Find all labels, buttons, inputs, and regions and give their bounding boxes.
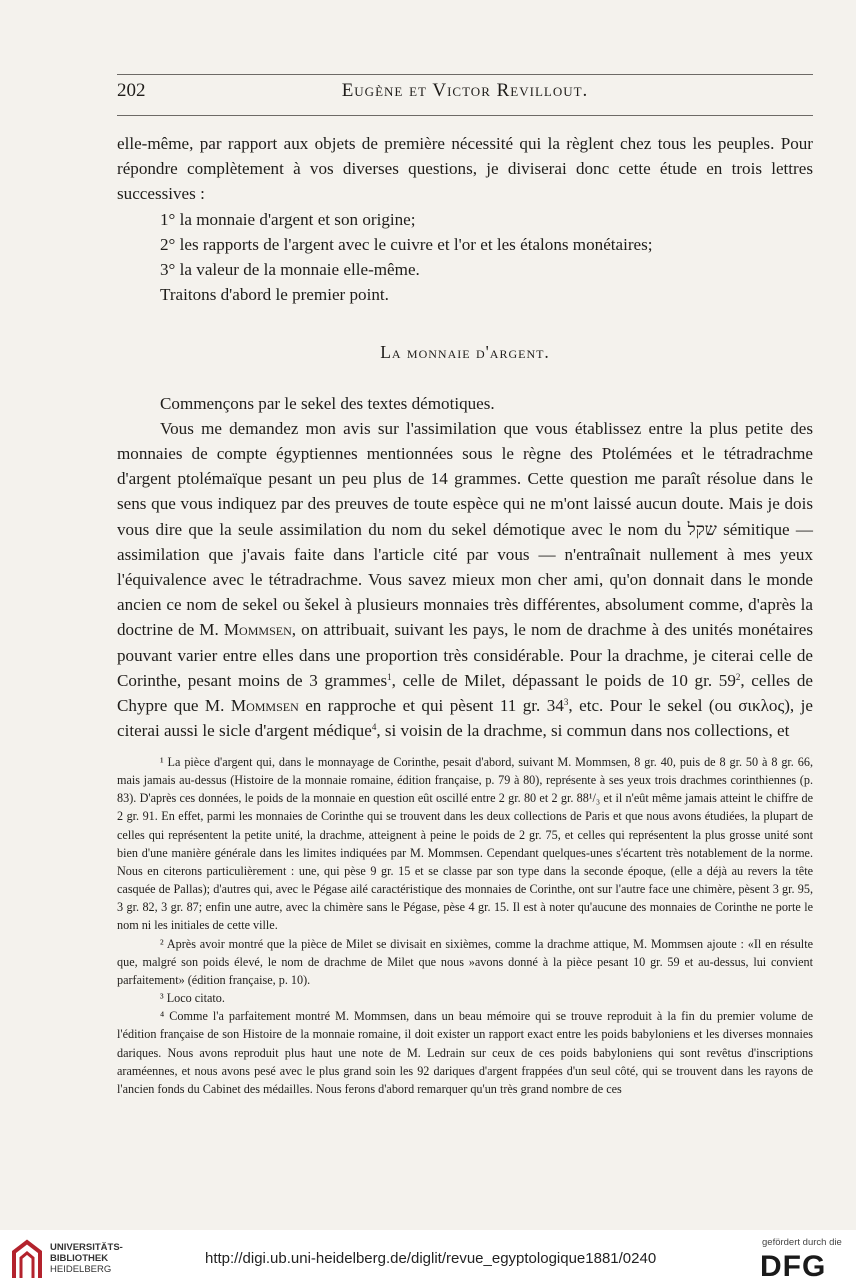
paragraph: Traitons d'abord le premier point.: [160, 285, 389, 305]
hebrew-word: שקל: [687, 519, 717, 539]
viewer-footer: [0, 1230, 856, 1288]
header-top-rule: [117, 74, 813, 75]
footnote-ref: 1: [387, 671, 392, 682]
page-header: [117, 80, 813, 106]
main-text: [117, 131, 813, 743]
page-number: 202: [117, 80, 146, 101]
footnote: ¹ La pièce d'argent qui, dans le monnayage de Corinthe, pesait d'abord, suivant M. Mommsen, 8 gr. 40, puis de 8 gr. 50 à 8 gr. 66, mais jamais au-dessus (Histoire de la monnaie romaine, édition française, p. 79 à 80), représente à ses yeux trois drachmes corinthiennes (p. 83). D'après ces données, le poids de la monnaie en question eût oscillé entre 2 gr. 80 et 2 gr. 88¹/₃ et il n'eût même jamais atteint le chiffre de 2 gr. 91. En effet, parmi les monnaies de Corinthe qui se trouvent dans les deux collections de Paris et que nous avons étudiées, la plupart de celles qui représentent la petite unité, la drachme, atteignent à peine le poids de 2 gr. 75, et celles qui représentent la plus grosse unité sont bien d'une manière générale dans les limites indiquées par M. Mommsen. Cependant quelques-unes s'écartent très notablement de la norme. Nous en citerons particulièrement : une, qui pèse 9 gr. 15 et se classe par son type dans la seconde époque, (elle a déjà au revers la tête casquée de Pallas); d'autres qui, avec le Pégase ailé caractéristique des monnaies de Corinthe, ont sur l'autre face une chimère, pèsent 3 gr. 95, 3 gr. 82, 3 gr. 87; enfin une autre, avec la chimère sans le Pégase, pèse 4 gr. 15. Il est à noter qu'aucune des monnaies de Corinthe ne porte le nom ni les initiales de cette ville.: [117, 755, 813, 933]
footnotes: [117, 753, 813, 1098]
footnote: ⁴ Comme l'a parfaitement montré M. Mommsen, dans un beau mémoire qui se trouve reproduit à la fin du premier volume de l'édition française de son Histoire de la monnaie romaine, il doit exister un rapport exact entre les poids babyloniens et les diverses monnaies dariques. Nous avons reproduit plus haut une note de M. Ledrain sur ceux de ces poids babyloniens qui sont revêtus d'inscriptions araméennes, et nous avons pesé avec le plus grand soin les 92 dariques d'argent frappées d'un seul côté, qui se trouvent dans les rayons de l'ancien fonds du Cabinet des médailles. Nous ferons d'abord remarquer qu'un très grand nombre de ces: [117, 1009, 813, 1096]
author-name: Mommsen: [223, 620, 292, 640]
footnote: ³ Loco citato.: [160, 991, 225, 1006]
list-item: 3° la valeur de la monnaie elle-même.: [160, 260, 420, 280]
footnote: ² Après avoir montré que la pièce de Milet se divisait en sixièmes, comme la drachme attique, M. Mommsen ajoute : «Il en résulte que, malgré son poids élevé, le nom de drachme de Milet que nous »avons donné à la pièce pesant 10 gr. 59 et au-dessus, lui convient parfaitement» (édition française, p. 10).: [117, 936, 813, 987]
header-bottom-rule: [117, 115, 813, 116]
list-item: 1° la monnaie d'argent et son origine;: [160, 209, 416, 229]
running-title: Eugène et Victor Revillout.: [341, 80, 589, 101]
paragraph: Commençons par le sekel des textes démotiques.: [160, 393, 495, 413]
paragraph: Vous me demandez mon avis sur l'assimilation que vous établissez entre la plus petite des monnaies de compte égyptiennes mentionnées sous le règne des Ptolémées et le tétradrachme d'argent ptolémaïque pesant un peu plus de 14 grammes. Cette question me paraît résolue dans le sens que vous indiquez par des preuves de toute espèce qui ne m'ont laissé aucun doute. Mais je dois vous dire que la seule assimilation du nom du sekel démotique avec le nom du שקל sémitique — assimilation que j'avais faite dans l'article cité par vous — n'entraînait nullement à mes yeux l'équivalence avec le tétradrachme. Vous savez mieux mon cher ami, qu'on donnait dans le monde ancien ce nom de sekel ou šekel à plusieurs monnaies très différentes, absolument comme, d'après la doctrine de M. Mommsen, on attribuait, suivant les pays, le nom de drachme à des unités monétaires pouvant varier entre elles dans une proportion très considérable. Pour la drachme, je citerai celle de Corinthe, pesant moins de 3 grammes$^1$, celle de Milet, dépassant le poids de 10 gr. $59^2$, celles de Chypre que M. Mommsen en rapproche et qui pèsent 11 gr. $34^3$, etc. Pour le sekel (ou σικλος), je citerai aussi le sicle d'argent médique$^4$, si voisin de la drachme, si commun dans nos collections, et: [117, 418, 813, 741]
footnote-ref: 2: [735, 671, 741, 682]
dfg-logo-icon: DFG: [760, 1250, 827, 1283]
funding-caption: gefördert durch die: [762, 1237, 842, 1248]
list-item: 2° les rapports de l'argent avec le cuivre et l'or et les étalons monétaires;: [160, 234, 653, 254]
permalink[interactable]: http://digi.ub.uni-heidelberg.de/diglit/revue_egyptologique1881/0240: [205, 1250, 657, 1267]
paragraph: elle-même, par rapport aux objets de première nécessité qui la règlent chez tous les peuples. Pour répondre complètement à vos diverses questions, je diviserai donc cette étude en trois lettres successives :: [117, 134, 813, 204]
section-heading: La monnaie d'argent.: [380, 342, 550, 363]
author-name: Mommsen: [230, 696, 299, 716]
footnote-ref: 3: [563, 697, 569, 708]
footnote-ref: 4: [371, 722, 377, 733]
greek-word: σικλος: [738, 696, 785, 716]
library-name: UNIVERSITÄTS- BIBLIOTHEK HEIDELBERG: [50, 1242, 123, 1275]
university-library-logo-icon: [10, 1238, 44, 1280]
